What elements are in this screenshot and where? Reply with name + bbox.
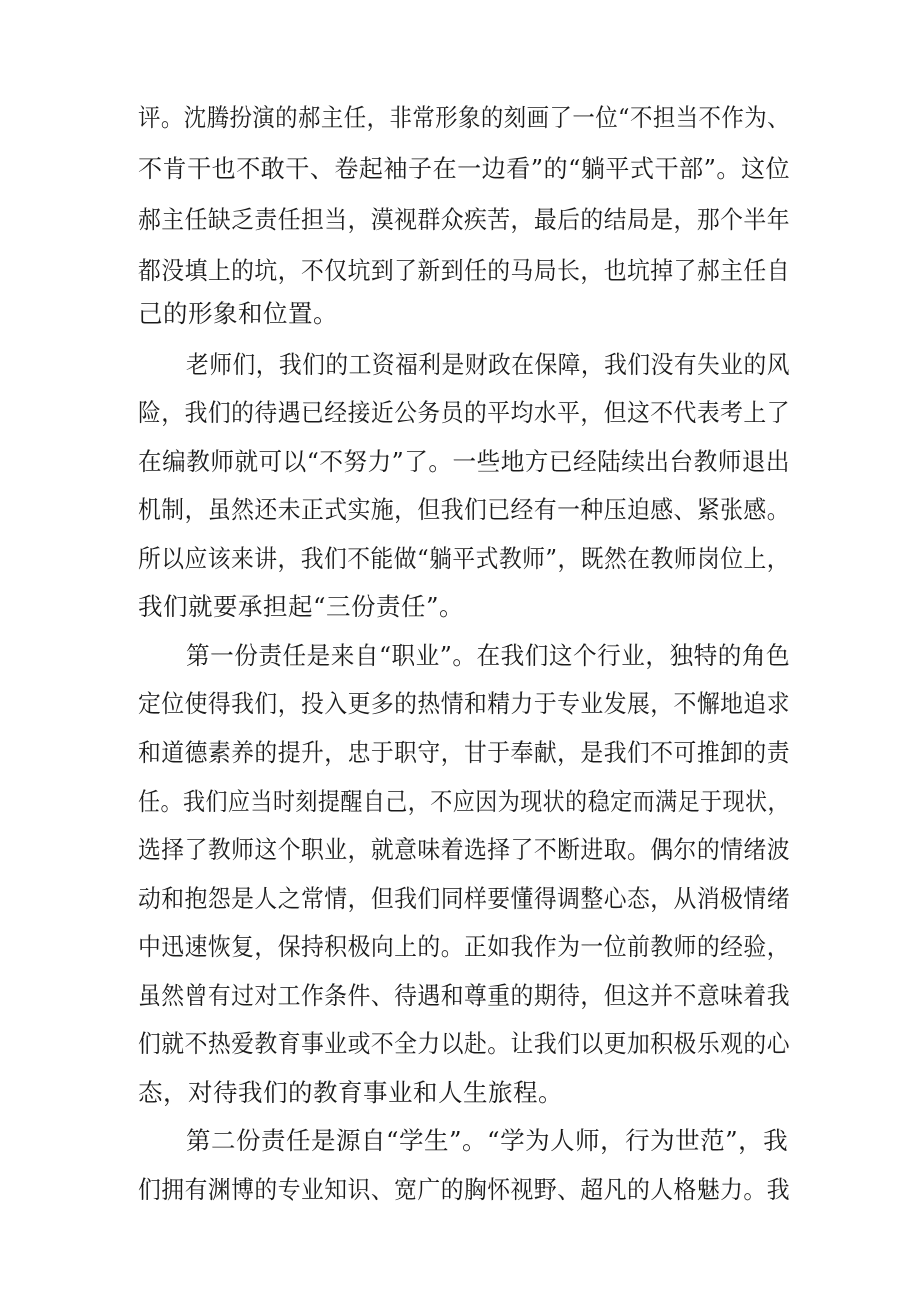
text-line: 态，对待我们的教育事业和人生旅程。: [138, 1078, 563, 1107]
text-line: 们拥有渊博的专业知识、宽广的胸怀视野、超凡的人格魅力。我: [138, 1175, 790, 1204]
text-line: 己的形象和位置。: [138, 299, 338, 328]
text-line: 不肯干也不敢干、卷起袖子在一边看”的“躺平式干部”。这位: [138, 154, 791, 183]
text-line: 定位使得我们，投入更多的热情和精力于专业发展，不懈地追求: [138, 689, 790, 718]
paragraph-first-line: 老师们，我们的工资福利是财政在保障，我们没有失业的风: [186, 350, 790, 379]
text-line: 选择了教师这个职业，就意味着选择了不断进取。偶尔的情绪波: [138, 835, 790, 864]
text-line: 我们就要承担起“三份责任”。: [138, 592, 465, 621]
text-line: 任。我们应当时刻提醒自己，不应因为现状的稳定而满足于现状，: [138, 787, 790, 816]
text-line: 动和抱怨是人之常情，但我们同样要懂得调整心态，从消极情绪: [138, 884, 790, 913]
paragraph-first-line: 第二份责任是源自“学生”。“学为人师，行为世范”，我: [186, 1126, 789, 1155]
text-line: 所以应该来讲，我们不能做“躺平式教师”，既然在教师岗位上，: [138, 544, 791, 573]
text-line: 和道德素养的提升，忠于职守，甘于奉献，是我们不可推卸的责: [138, 738, 790, 767]
paragraph-first-line: 第一份责任是来自“职业”。在我们这个行业，独特的角色: [186, 641, 791, 670]
text-line: 虽然曾有过对工作条件、待遇和尊重的期待，但这并不意味着我: [138, 981, 790, 1010]
text-line: 都没填上的坑，不仅坑到了新到任的马局长，也坑掉了郝主任自: [138, 256, 790, 285]
text-line: 评。沈腾扮演的郝主任，非常形象的刻画了一位“不担当不作为、: [138, 103, 790, 132]
text-line: 中迅速恢复，保持积极向上的。正如我作为一位前教师的经验，: [138, 932, 790, 961]
text-line: 们就不热爱教育事业或不全力以赴。让我们以更加积极乐观的心: [138, 1029, 790, 1058]
text-line: 郝主任缺乏责任担当，漠视群众疾苦，最后的结局是，那个半年: [138, 205, 790, 234]
text-line: 机制，虽然还未正式实施，但我们已经有一种压迫感、紧张感。: [138, 495, 790, 524]
text-line: 险，我们的待遇已经接近公务员的平均水平，但这不代表考上了: [138, 398, 790, 427]
text-line: 在编教师就可以“不努力”了。一些地方已经陆续出台教师退出: [138, 447, 791, 476]
